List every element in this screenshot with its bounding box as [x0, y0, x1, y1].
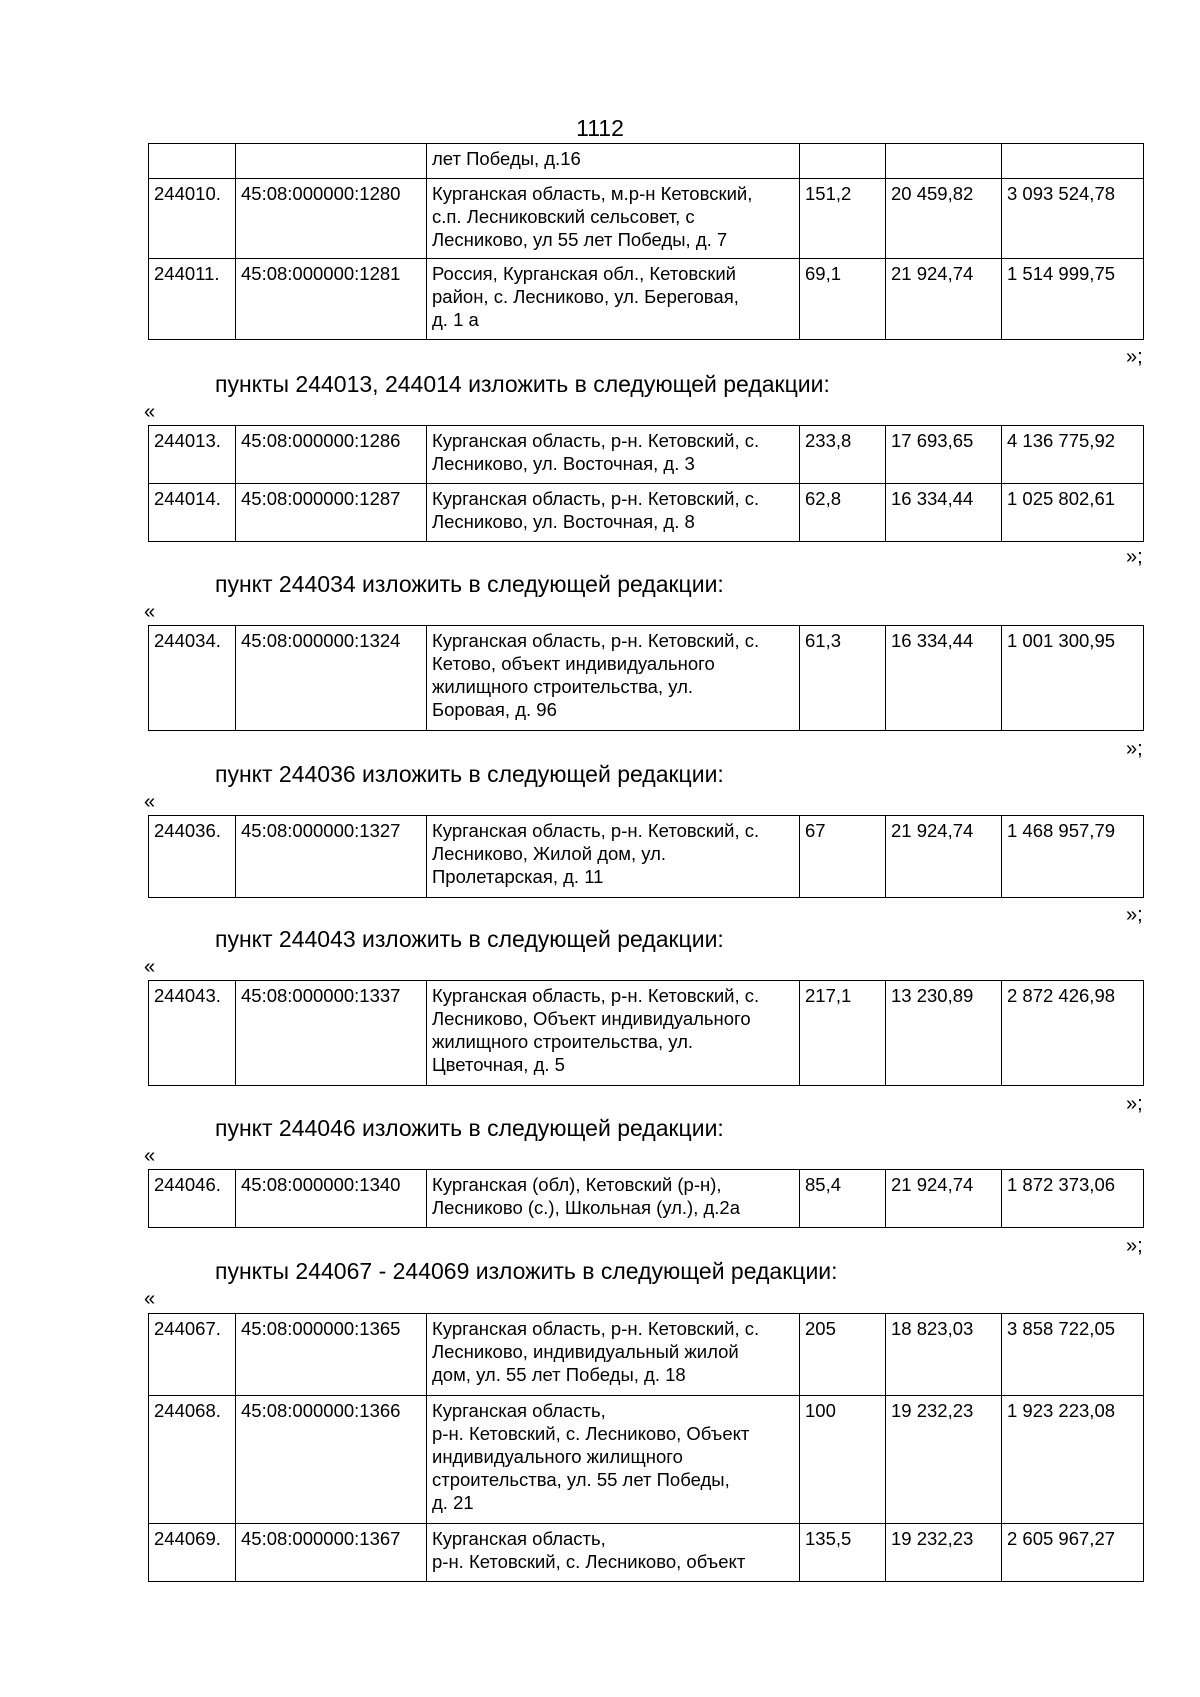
cadastral-number-cell: 45:08:000000:1340	[236, 1170, 427, 1228]
register-table	[148, 1169, 1144, 1228]
address-cell: Курганская область, р-н. Кетовский, с. Лесниково, Объект индивидуального жилищного строительства, ул. 55 лет Победы, д. 21	[427, 1396, 800, 1524]
table-row	[149, 981, 1144, 1086]
area-cell: 205	[800, 1314, 886, 1396]
row-number-cell: 244011.	[149, 259, 236, 340]
address-cell: Курганская область, м.р-н Кетовский, с.п. Лесниковский сельсовет, с Лесниково, ул 55 лет Победы, д. 7	[427, 179, 800, 259]
cadastral-number-cell: 45:08:000000:1366	[236, 1396, 427, 1524]
table-row	[149, 1314, 1144, 1396]
cadastral-number-cell: 45:08:000000:1280	[236, 179, 427, 259]
cadastral-number-cell	[236, 144, 427, 179]
area-cell: 233,8	[800, 426, 886, 484]
address-cell: Курганская область, р-н. Кетовский, с. Лесниково, ул. Восточная, д. 3	[427, 426, 800, 484]
closing-quote: »;	[1126, 546, 1143, 568]
register-table	[148, 1313, 1144, 1582]
address-cell: Курганская область, р-н. Кетовский, с. Кетово, объект индивидуального жилищного строительства, ул. Боровая, д. 96	[427, 626, 800, 731]
price-cell: 18 823,03	[886, 1314, 1002, 1396]
cadastral-number-cell: 45:08:000000:1337	[236, 981, 427, 1086]
price-cell: 21 924,74	[886, 816, 1002, 898]
register-table	[148, 425, 1144, 542]
area-cell: 61,3	[800, 626, 886, 731]
area-cell	[800, 144, 886, 179]
paragraph-heading: пункт 244034 изложить в следующей редакции:	[215, 571, 724, 597]
register-table	[148, 815, 1144, 898]
opening-quote: «	[144, 1288, 156, 1310]
row-number-cell: 244014.	[149, 484, 236, 542]
cadastral-number-cell: 45:08:000000:1324	[236, 626, 427, 731]
area-cell: 135,5	[800, 1524, 886, 1582]
cadastral-number-cell: 45:08:000000:1286	[236, 426, 427, 484]
area-cell: 69,1	[800, 259, 886, 340]
price-cell: 19 232,23	[886, 1396, 1002, 1524]
opening-quote: «	[144, 401, 156, 423]
price-cell	[886, 144, 1002, 179]
price-cell: 13 230,89	[886, 981, 1002, 1086]
total-cell: 1 872 373,06	[1002, 1170, 1144, 1228]
area-cell: 67	[800, 816, 886, 898]
price-cell: 16 334,44	[886, 484, 1002, 542]
closing-quote: »;	[1126, 346, 1143, 368]
total-cell: 2 872 426,98	[1002, 981, 1144, 1086]
area-cell: 217,1	[800, 981, 886, 1086]
opening-quote: «	[144, 1145, 156, 1167]
area-cell: 62,8	[800, 484, 886, 542]
closing-quote: »;	[1126, 738, 1143, 760]
cadastral-number-cell: 45:08:000000:1365	[236, 1314, 427, 1396]
row-number-cell	[149, 144, 236, 179]
address-cell: Курганская область, р-н. Кетовский, с. Лесниково, ул. Восточная, д. 8	[427, 484, 800, 542]
closing-quote: »;	[1126, 1235, 1143, 1257]
price-cell: 21 924,74	[886, 1170, 1002, 1228]
row-number-cell: 244067.	[149, 1314, 236, 1396]
paragraph-heading: пункты 244013, 244014 изложить в следующей редакции:	[215, 371, 830, 397]
row-number-cell: 244043.	[149, 981, 236, 1086]
table-row	[149, 426, 1144, 484]
address-cell: Курганская область, р-н. Кетовский, с. Лесниково, индивидуальный жилой дом, ул. 55 лет Победы, д. 18	[427, 1314, 800, 1396]
opening-quote: «	[144, 791, 156, 813]
total-cell: 1 025 802,61	[1002, 484, 1144, 542]
total-cell: 1 923 223,08	[1002, 1396, 1144, 1524]
total-cell: 1 514 999,75	[1002, 259, 1144, 340]
total-cell: 2 605 967,27	[1002, 1524, 1144, 1582]
price-cell: 21 924,74	[886, 259, 1002, 340]
table-row	[149, 179, 1144, 259]
table-row	[149, 626, 1144, 731]
row-number-cell: 244069.	[149, 1524, 236, 1582]
address-cell: лет Победы, д.16	[427, 144, 800, 179]
table-row	[149, 816, 1144, 898]
area-cell: 151,2	[800, 179, 886, 259]
table-row	[149, 1170, 1144, 1228]
closing-quote: »;	[1126, 1093, 1143, 1115]
total-cell: 4 136 775,92	[1002, 426, 1144, 484]
total-cell: 3 093 524,78	[1002, 179, 1144, 259]
cadastral-number-cell: 45:08:000000:1327	[236, 816, 427, 898]
area-cell: 100	[800, 1396, 886, 1524]
total-cell: 3 858 722,05	[1002, 1314, 1144, 1396]
total-cell: 1 001 300,95	[1002, 626, 1144, 731]
address-cell: Курганская (обл), Кетовский (р-н), Лесниково (с.), Школьная (ул.), д.2а	[427, 1170, 800, 1228]
closing-quote: »;	[1126, 904, 1143, 926]
table-row	[149, 144, 1144, 179]
paragraph-heading: пункт 244036 изложить в следующей редакции:	[215, 761, 724, 787]
area-cell: 85,4	[800, 1170, 886, 1228]
paragraph-heading: пункты 244067 - 244069 изложить в следующей редакции:	[215, 1258, 838, 1284]
table-row	[149, 1396, 1144, 1524]
total-cell	[1002, 144, 1144, 179]
register-table	[148, 980, 1144, 1086]
address-cell: Курганская область, р-н. Кетовский, с. Лесниково, объект	[427, 1524, 800, 1582]
table-row	[149, 484, 1144, 542]
price-cell: 17 693,65	[886, 426, 1002, 484]
table-row	[149, 1524, 1144, 1582]
table-row	[149, 259, 1144, 340]
paragraph-heading: пункт 244043 изложить в следующей редакции:	[215, 926, 724, 952]
page-number: 1112	[576, 115, 624, 141]
price-cell: 19 232,23	[886, 1524, 1002, 1582]
row-number-cell: 244013.	[149, 426, 236, 484]
row-number-cell: 244046.	[149, 1170, 236, 1228]
opening-quote: «	[144, 601, 156, 623]
opening-quote: «	[144, 956, 156, 978]
price-cell: 20 459,82	[886, 179, 1002, 259]
address-cell: Курганская область, р-н. Кетовский, с. Лесниково, Жилой дом, ул. Пролетарская, д. 11	[427, 816, 800, 898]
row-number-cell: 244036.	[149, 816, 236, 898]
cadastral-number-cell: 45:08:000000:1281	[236, 259, 427, 340]
row-number-cell: 244068.	[149, 1396, 236, 1524]
address-cell: Россия, Курганская обл., Кетовский район, с. Лесниково, ул. Береговая, д. 1 а	[427, 259, 800, 340]
row-number-cell: 244010.	[149, 179, 236, 259]
address-cell: Курганская область, р-н. Кетовский, с. Лесниково, Объект индивидуального жилищного строительства, ул. Цветочная, д. 5	[427, 981, 800, 1086]
register-table	[148, 625, 1144, 731]
cadastral-number-cell: 45:08:000000:1367	[236, 1524, 427, 1582]
price-cell: 16 334,44	[886, 626, 1002, 731]
register-table	[148, 143, 1144, 340]
row-number-cell: 244034.	[149, 626, 236, 731]
paragraph-heading: пункт 244046 изложить в следующей редакции:	[215, 1115, 724, 1141]
cadastral-number-cell: 45:08:000000:1287	[236, 484, 427, 542]
total-cell: 1 468 957,79	[1002, 816, 1144, 898]
